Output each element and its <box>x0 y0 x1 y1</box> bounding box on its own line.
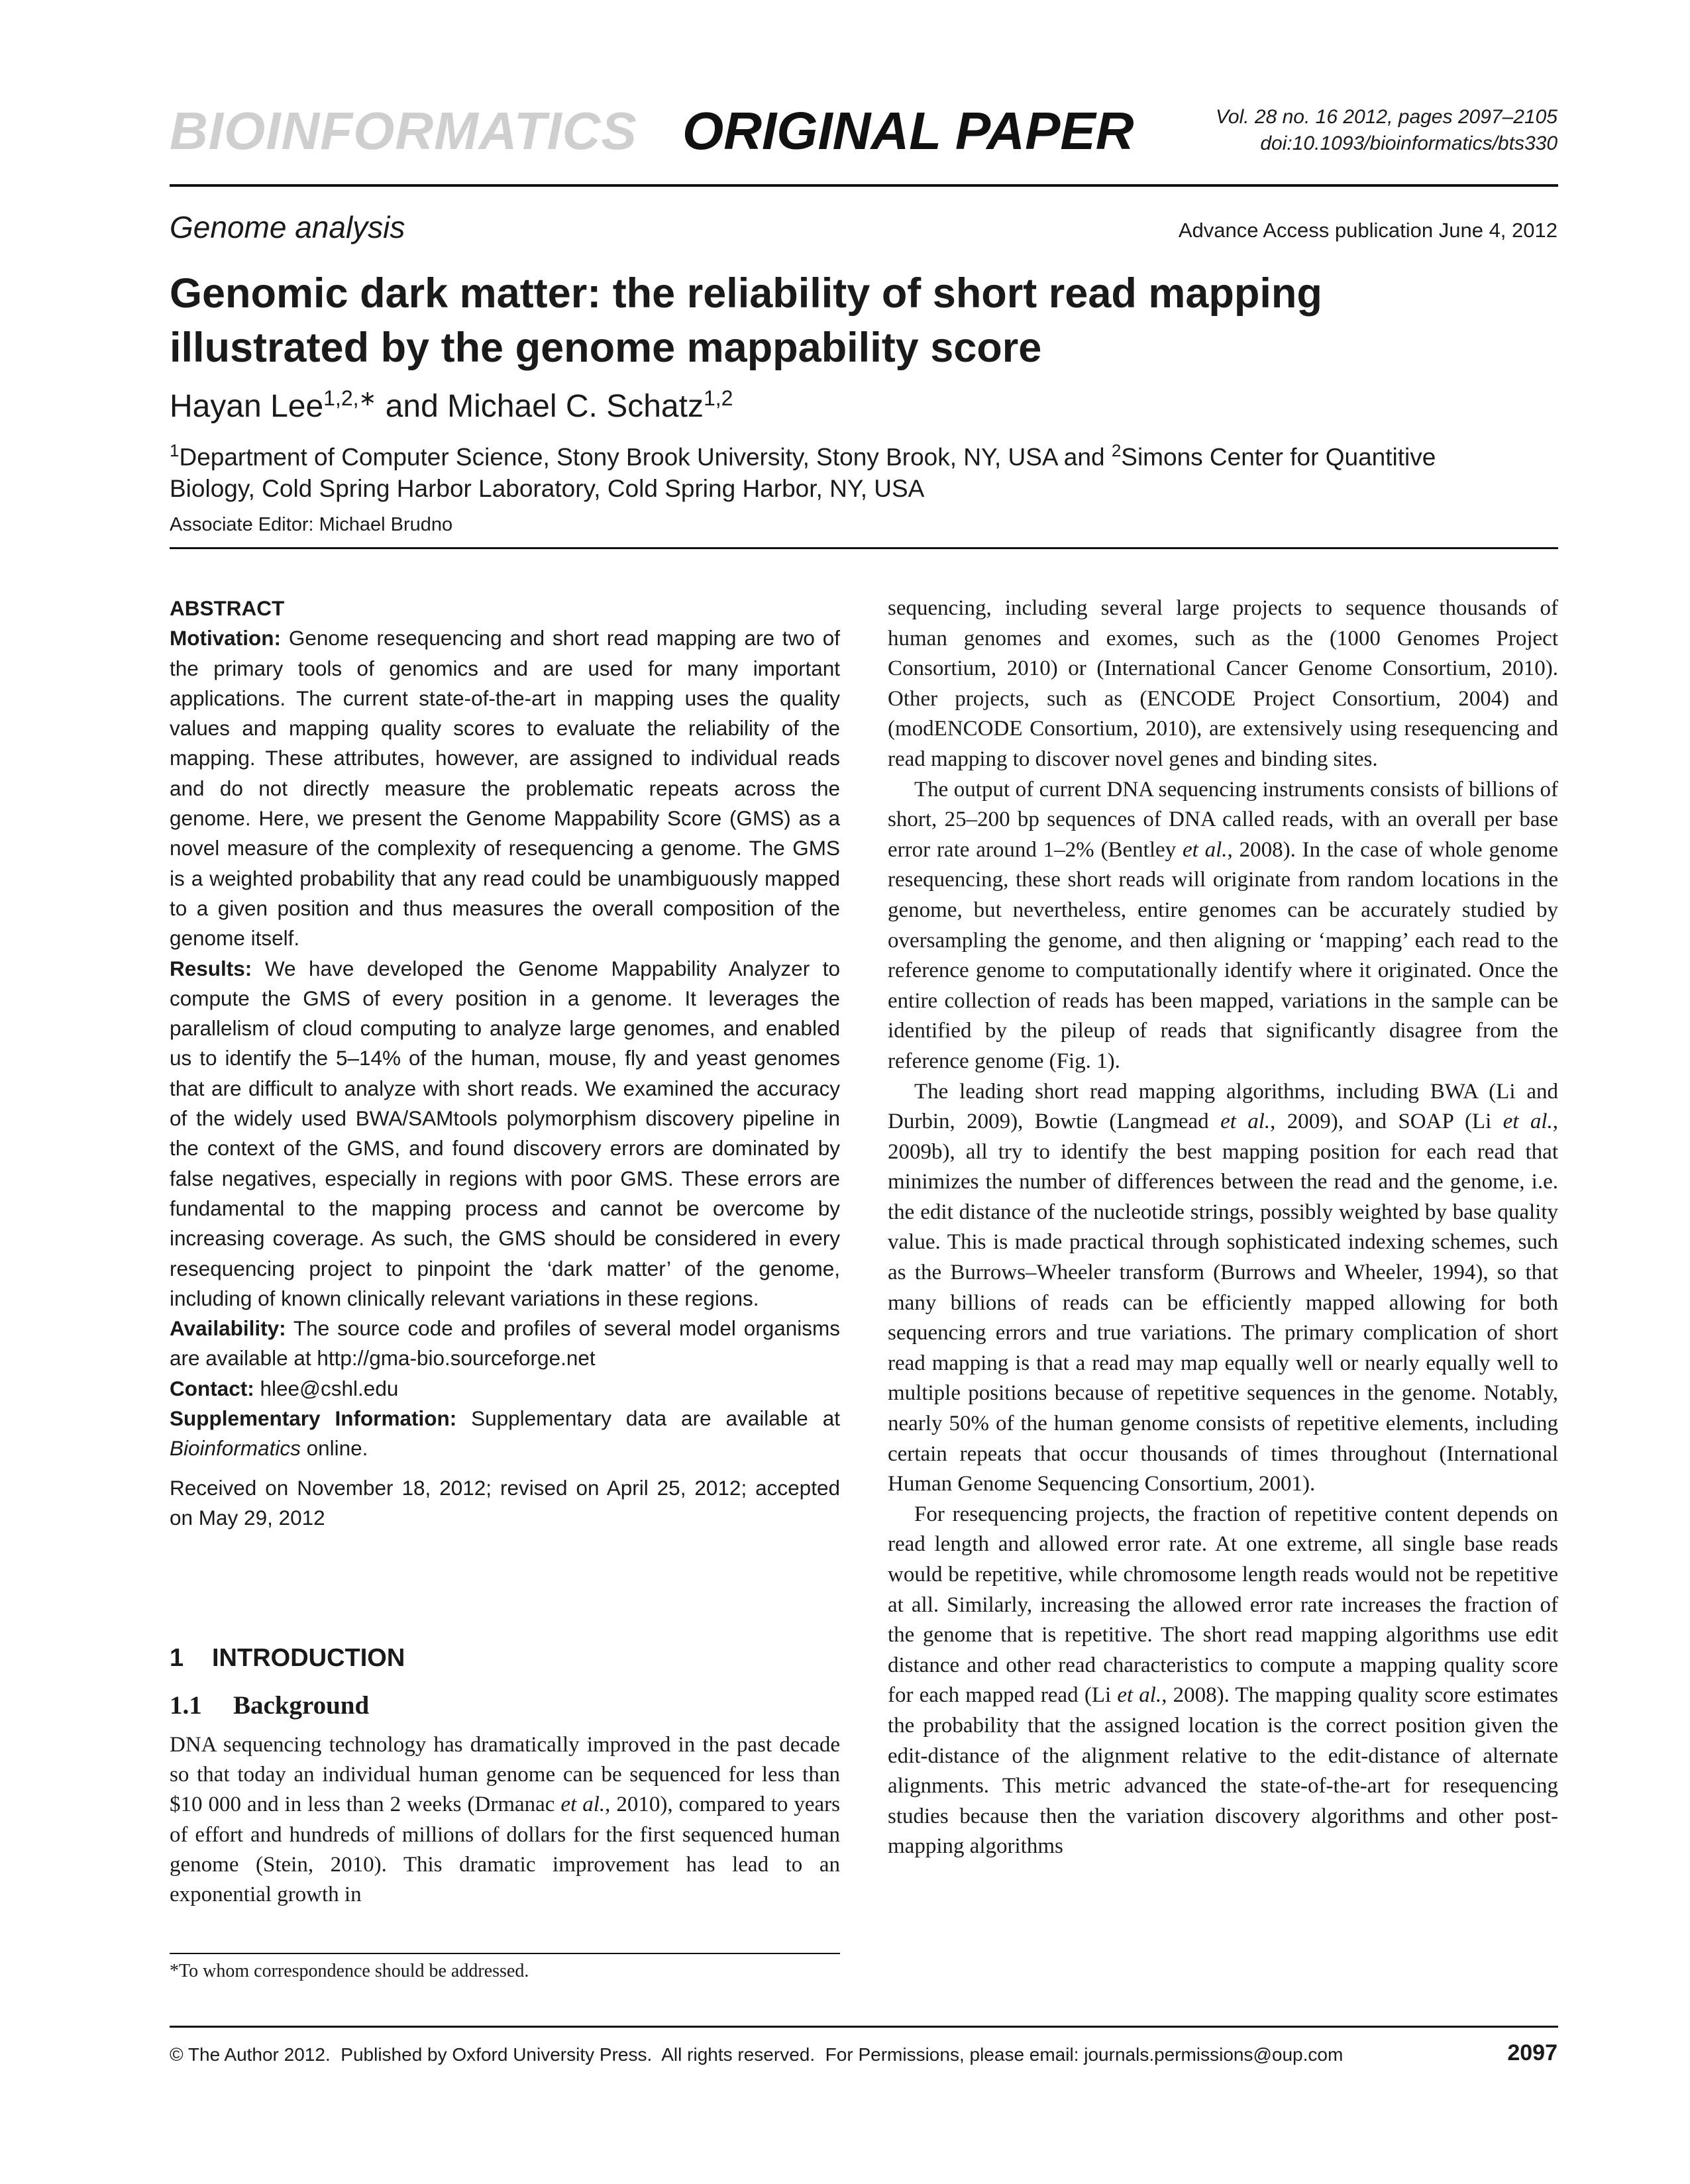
intro-text-b: , 2010), compared to years of effort and hundreds of millions of dollars for the first sequenced human genome (Stein, 2010). This dramatic improvement has lead to an exponential growth in <box>170 1793 840 1907</box>
motivation-label: Motivation: <box>170 626 281 650</box>
subsection-title: Background <box>233 1691 370 1720</box>
section-label: Genome analysis <box>170 210 405 244</box>
contact-label: Contact: <box>170 1376 254 1400</box>
affiliation-1-mark: 1 <box>170 441 180 460</box>
abstract-results <box>170 954 840 1314</box>
paragraph-3-etal-2: et al. <box>1503 1110 1553 1134</box>
author-conjunction: and <box>376 389 448 424</box>
intro-etal: et al. <box>560 1793 606 1817</box>
paragraph-4-etal: et al. <box>1117 1683 1162 1708</box>
received-dates: Received on November 18, 2012; revised on April 25, 2012; accepted on May 29, 2012 <box>170 1475 840 1530</box>
section-title: INTRODUCTION <box>212 1644 405 1672</box>
abstract-motivation <box>170 623 840 953</box>
associate-editor: Associate Editor: Michael Brudno <box>170 514 453 535</box>
section-heading-introduction <box>170 1644 405 1673</box>
intro-paragraph <box>170 1730 840 1910</box>
supplementary-label: Supplementary Information: <box>170 1406 457 1431</box>
results-text: We have developed the Genome Mappability Analyzer to compute the GMS of every position in a genome. It leverages the parallelism of cloud computing to analyze large genomes, and enabled us to identify the 5–14% of the human, mouse, fly and yeast genomes that are difficult to analyze with short reads. We examined the accuracy of the widely used BWA/SAMtools polymorphism discovery pipeline in the context of the GMS, and found discovery errors are dominated by false negatives, especially in regions with poor GMS. These errors are fundamental to the mapping process and cannot be overcome by increasing coverage. As such, the GMS should be considered in every resequencing project to pinpoint the ‘dark matter’ of the genome, including of known clinically relevant variations in these regions. <box>170 956 840 1310</box>
right-column <box>888 594 1558 1862</box>
abstract-supplementary <box>170 1404 840 1464</box>
affiliation-2-mark: 2 <box>1111 441 1122 460</box>
abstract-heading: ABSTRACT <box>170 596 285 620</box>
footnote-rule <box>170 1953 840 1954</box>
paragraph-2-text-b: , 2008). In the case of whole genome resequencing, these short reads will originate from random locations in the genome, but nevertheless, entire genomes can be accurately studied by oversampling the genome, and then aligning or ‘mapping’ each read to the reference genome to computationally identify where it originated. Once the entire collection of reads has been mapped, variations in the sample can be identified by the pileup of reads that significantly disagree from the reference genome (Fig. 1). <box>888 837 1558 1073</box>
paper-type: ORIGINAL PAPER <box>682 101 1134 160</box>
author-list <box>170 386 733 425</box>
abstract <box>170 594 840 1533</box>
correspondence-footnote: *To whom correspondence should be addressed. <box>170 1961 529 1981</box>
supplementary-journal: Bioinformatics <box>170 1436 301 1461</box>
paragraph-4-text-b: , 2008). The mapping quality score estimates the probability that the assigned location is the correct position given the edit-distance of the alignment relative to the edit-distance of alternate alignments. This metric advanced the state-of-the-art for resequencing studies because then the variation discovery algorithms and other post-mapping algorithms <box>888 1683 1559 1859</box>
paragraph-3-text-b: , 2009), and SOAP (Li <box>1270 1110 1503 1134</box>
supplementary-text: Supplementary data are available at <box>456 1406 840 1431</box>
motivation-text: Genome resequencing and short read mapping are two of the primary tools of genomics and are used for many important applications. The current state-of-the-art in mapping uses the quality values and mapping quality scores to evaluate the reliability of the mapping. These attributes, however, are assigned to individual reads and do not directly measure the problematic repeats across the genome. Here, we present the Genome Mappability Score (GMS) as a novel measure of the complexity of resequencing a genome. The GMS is a weighted probability that any read could be unambiguously mapped to a given position and thus measures the overall composition of the genome itself. <box>170 626 840 951</box>
doi: doi:10.1093/bioinformatics/bts330 <box>1260 132 1558 154</box>
footer-rule <box>170 2026 1558 2028</box>
affiliation-2: Simons Center for Quantitive Biology, Cold Spring Harbor Laboratory, Cold Spring Harbor, NY, USA <box>170 443 1436 503</box>
paragraph-3-text-c: , 2009b), all try to identify the best mapping position for each read that minimizes the number of differences between the read and the genome, i.e. the edit distance of the nucleotide strings, possibly weighted by base quality value. This is made practical through sophisticated indexing schemes, such as the Burrows–Wheeler transform (Burrows and Wheeler, 1994), so that many billions of reads can be efficiently mapped allowing for both sequencing errors and true variations. The primary complication of short read mapping is that a read may map equally well or nearly equally well to multiple positions because of repetitive sequences in the genome. Notably, nearly 50% of the human genome consists of repetitive elements, including certain repeats that occur thousands of times throughout (International Human Genome Sequencing Consortium, 2001). <box>888 1110 1558 1496</box>
affiliation-1: Department of Computer Science, Stony Brook University, Stony Brook, NY, USA and <box>179 443 1112 471</box>
paragraph-3-text-a: The leading short read mapping algorithms, including BWA (Li and Durbin, 2009), Bowtie (Langmead <box>888 1079 1558 1134</box>
paper-title <box>170 266 1508 375</box>
page-number: 2097 <box>1507 2040 1558 2065</box>
paragraph-4-text-a: For resequencing projects, the fraction of repetitive content depends on read length and allowed error rate. At one extreme, all single base reads would be repetitive, while chromosome length reads would not be repetitive at all. Similarly, increasing the allowed error rate increases the fraction of the genome that is repetitive. The short read mapping algorithms use edit distance and other read characteristics to compute a mapping quality score for each mapped read (Li <box>888 1502 1558 1708</box>
paragraph-2 <box>888 775 1558 1077</box>
paragraph-1: sequencing, including several large projects to sequence thousands of human genomes and exomes, such as the (1000 Genomes Project Consortium, 2010) or (International Cancer Genome Consortium, 2010). Other projects, such as (ENCODE Project Consortium, 2004) and (modENCODE Consortium, 2010), are extensively using resequencing and read mapping to discover novel genes and binding sites. <box>888 596 1558 771</box>
abstract-availability <box>170 1314 840 1374</box>
header-rule <box>170 184 1558 187</box>
paragraph-3 <box>888 1077 1558 1500</box>
availability-label: Availability: <box>170 1316 286 1341</box>
advance-access-date: Advance Access publication June 4, 2012 <box>1178 219 1558 242</box>
author-2: Michael C. Schatz <box>447 389 704 424</box>
section-number: 1 <box>170 1644 184 1672</box>
paragraph-2-etal: et al. <box>1182 837 1228 862</box>
subsection-number: 1.1 <box>170 1691 202 1720</box>
copyright-notice: © The Author 2012. Published by Oxford University Press. All rights reserved. For Permissions, please email: journals.permissions@oup.com <box>170 2044 1344 2065</box>
author-2-affiliation: 1,2 <box>703 386 733 410</box>
paragraph-4 <box>888 1500 1558 1862</box>
supplementary-end: online. <box>300 1436 368 1461</box>
paragraph-3-etal-1: et al. <box>1220 1110 1271 1134</box>
title-line-1: Genomic dark matter: the reliability of short read mapping <box>170 270 1322 317</box>
journal-name: BIOINFORMATICS <box>170 101 637 160</box>
affiliations <box>170 435 1528 505</box>
title-line-2: illustrated by the genome mappability score <box>170 325 1042 371</box>
paragraph-2-text-a: The output of current DNA sequencing instruments consists of billions of short, 25–200 bp sequences of DNA called reads, with an overall per base error rate around 1–2% (Bentley <box>888 777 1558 862</box>
author-1: Hayan Lee <box>170 389 324 424</box>
results-label: Results: <box>170 956 252 980</box>
availability-text: The source code and profiles of several model organisms are available at http://gma-bio.sourceforge.net <box>170 1316 840 1371</box>
abstract-contact <box>170 1374 840 1404</box>
author-1-affiliation: 1,2,∗ <box>323 386 377 410</box>
title-rule <box>170 547 1558 549</box>
intro-text-a: DNA sequencing technology has dramatically improved in the past decade so that today an individual human genome can be sequenced for less than $10 000 and in less than 2 weeks (Drmanac <box>170 1733 840 1817</box>
contact-email: hlee@cshl.edu <box>254 1376 399 1400</box>
subsection-heading-background <box>170 1690 369 1720</box>
volume-pages: Vol. 28 no. 16 2012, pages 2097–2105 <box>1215 106 1558 128</box>
intro-paragraph-text <box>170 1730 840 1910</box>
